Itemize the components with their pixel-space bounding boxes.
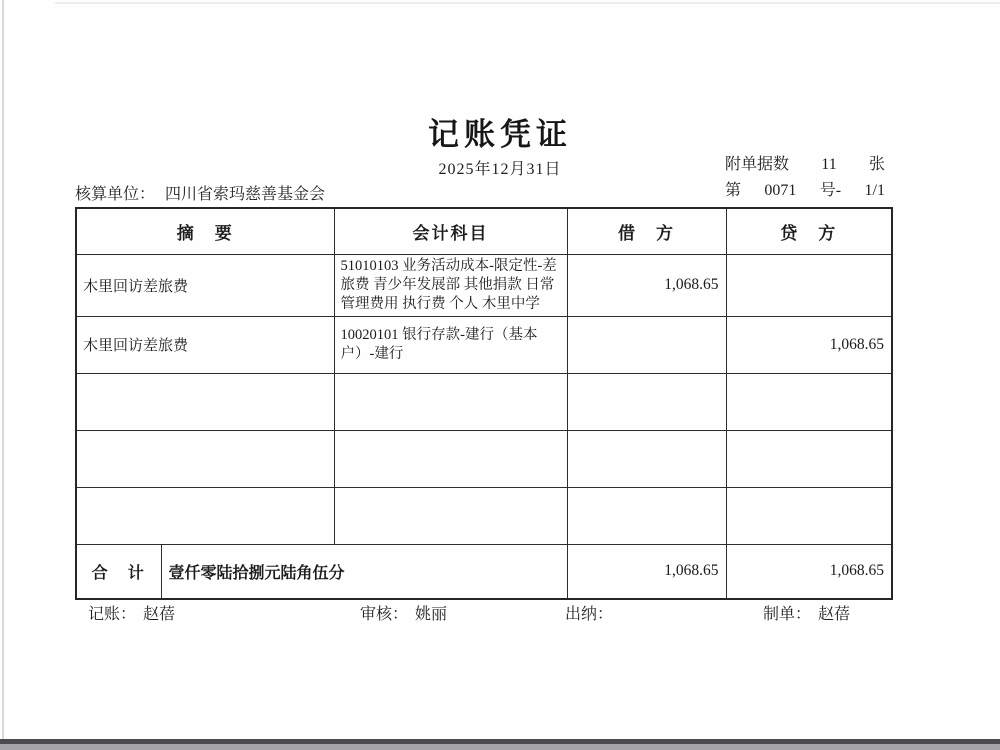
cell-debit <box>567 316 726 373</box>
cell-account <box>334 430 567 487</box>
voucher-page-indicator: 1/1 <box>864 182 885 199</box>
cell-credit <box>726 430 892 487</box>
bookkeeper-signature <box>88 601 175 624</box>
attachment-unit: 张 <box>868 156 885 173</box>
bookkeeper-name: 赵蓓 <box>143 606 176 623</box>
cashier-label: 出纳： <box>565 606 614 623</box>
attachment-count: 11 <box>821 156 837 173</box>
header-summary: 摘 要 <box>76 208 334 254</box>
accounting-unit-label: 核算单位： <box>75 186 156 203</box>
cell-account: 10020101 银行存款-建行（基本户）-建行 <box>334 316 567 373</box>
header-account: 会计科目 <box>334 208 567 254</box>
voucher-number-prefix: 第 <box>725 182 742 199</box>
voucher-title: 记账凭证 <box>428 117 572 152</box>
cell-summary: 木里回访差旅费 <box>76 316 334 373</box>
total-label: 合 计 <box>76 544 161 599</box>
cell-debit <box>567 487 726 544</box>
reviewer-signature <box>360 601 447 624</box>
cell-summary <box>76 430 334 487</box>
cell-credit: 1,068.65 <box>726 316 892 373</box>
total-debit: 1,068.65 <box>567 544 726 599</box>
table-row <box>76 373 892 430</box>
cell-account <box>334 487 567 544</box>
voucher-number: 0071 <box>764 182 797 199</box>
table-row <box>76 316 892 373</box>
cell-account: 51010103 业务活动成本-限定性-差旅费 青少年发展部 其他捐款 日常管理费用 执行费 个人 木里中学 <box>334 254 567 316</box>
table-row <box>76 487 892 544</box>
preparer-label: 制单： <box>763 606 812 623</box>
table-total-row <box>76 544 892 599</box>
cell-summary: 木里回访差旅费 <box>76 254 334 316</box>
bookkeeper-label: 记账： <box>88 606 137 623</box>
cell-account <box>334 373 567 430</box>
cell-summary <box>76 487 334 544</box>
scan-edge-top <box>55 2 1000 4</box>
preparer-name: 赵蓓 <box>818 606 851 623</box>
cell-summary <box>76 373 334 430</box>
scan-edge-bottom-light <box>0 744 1000 750</box>
cell-debit: 1,068.65 <box>567 254 726 316</box>
reviewer-name: 姚丽 <box>415 606 448 623</box>
total-credit: 1,068.65 <box>726 544 892 599</box>
voucher-date: 2025年12月31日 <box>438 161 562 178</box>
reviewer-label: 审核： <box>360 606 409 623</box>
total-amount-in-words: 壹仟零陆拾捌元陆角伍分 <box>161 544 567 599</box>
cell-credit <box>726 373 892 430</box>
voucher-number-suffix: 号- <box>819 182 842 199</box>
accounting-unit-name: 四川省索玛慈善基金会 <box>165 186 326 203</box>
preparer-signature <box>763 601 850 624</box>
table-header-row <box>76 208 892 254</box>
voucher-info-block <box>725 152 885 204</box>
table-row <box>76 254 892 316</box>
cell-debit <box>567 373 726 430</box>
header-credit: 贷 方 <box>726 208 892 254</box>
attachment-label: 附单据数 <box>725 156 790 173</box>
cashier-signature <box>565 601 620 624</box>
attachment-count-row <box>725 152 885 178</box>
voucher-number-row <box>725 178 885 204</box>
header-debit: 借 方 <box>567 208 726 254</box>
accounting-unit-line <box>75 181 325 204</box>
table-row <box>76 430 892 487</box>
cell-credit <box>726 254 892 316</box>
voucher-table <box>75 207 893 600</box>
cell-credit <box>726 487 892 544</box>
cell-debit <box>567 430 726 487</box>
